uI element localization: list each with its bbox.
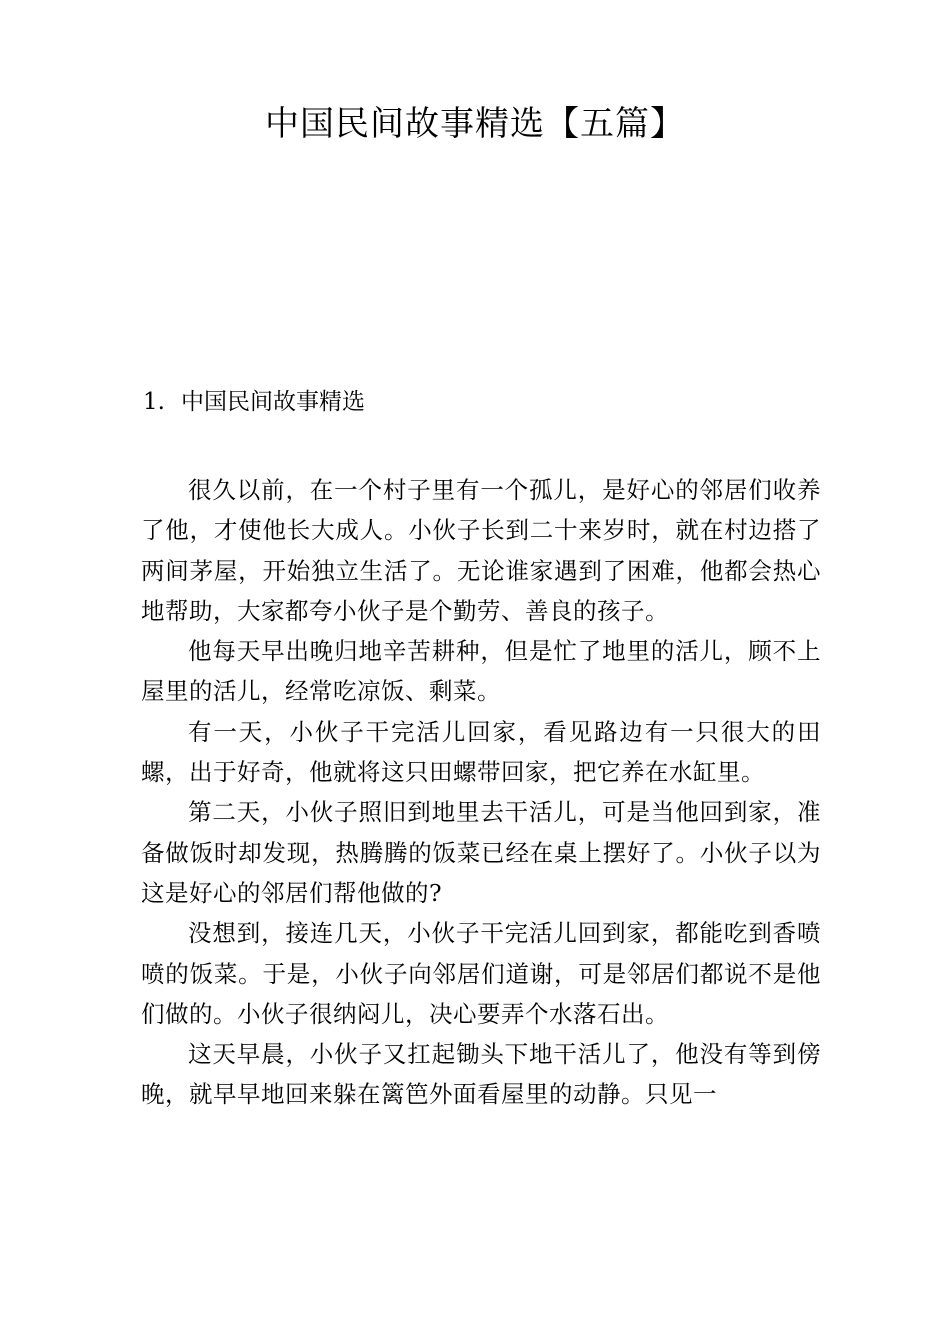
section-number: 1. [143,389,165,415]
document-title: 中国民间故事精选【五篇】 [265,104,685,144]
paragraph: 这天早晨，小伙子又扛起锄头下地干活儿了，他没有等到傍晚，就早早地回来躲在篱笆外面看屋里的动静。只见一 [141,1040,821,1109]
story-body [141,470,821,1115]
paragraph: 他每天早出晚归地辛苦耕种，但是忙了地里的活儿，顾不上屋里的活儿，经常吃凉饭、剩菜。 [141,637,821,706]
paragraph: 没想到，接连几天，小伙子干完活儿回到家，都能吃到香喷喷的饭菜。于是，小伙子向邻居们道谢，可是邻居们都说不是他们做的。小伙子很纳闷儿，决心要弄个水落石出。 [141,919,821,1028]
section-heading [143,382,365,422]
paragraph: 很久以前，在一个村子里有一个孤儿，是好心的邻居们收养了他，才使他长大成人。小伙子长到二十来岁时，就在村边搭了两间茅屋，开始独立生活了。无论谁家遇到了困难，他都会热心地帮助，大家都夸小伙子是个勤劳、善良的孩子。 [141,476,821,625]
paragraph: 第二天，小伙子照旧到地里去干活儿，可是当他回到家，准备做饭时却发现，热腾腾的饭菜已经在桌上摆好了。小伙子以为这是好心的邻居们帮他做的? [141,798,821,907]
section-title: 中国民间故事精选 [181,389,365,415]
paragraph: 有一天，小伙子干完活儿回家，看见路边有一只很大的田螺，出于好奇，他就将这只田螺带回家，把它养在水缸里。 [141,717,821,787]
